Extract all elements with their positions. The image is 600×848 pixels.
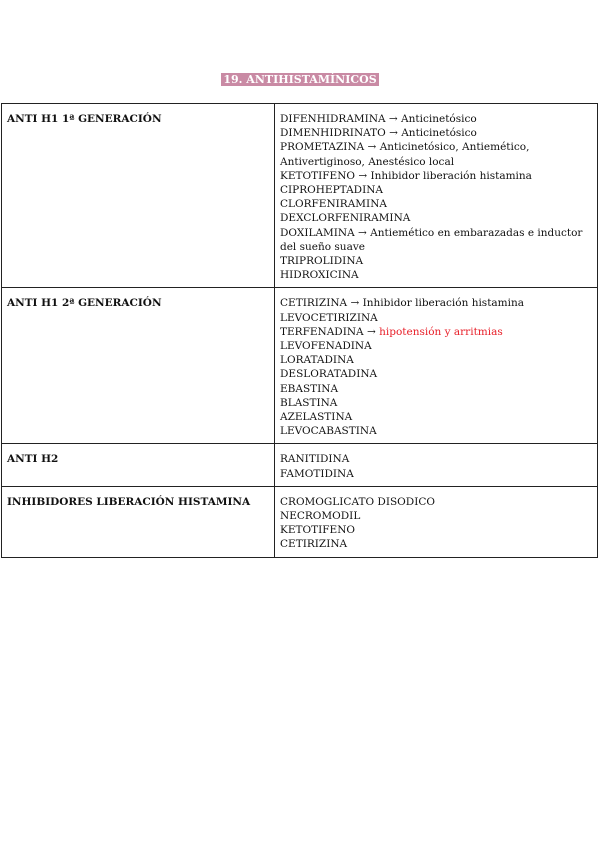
- drug-item: [280, 467, 592, 481]
- drug-item: [280, 112, 592, 126]
- drug-text: CETIRIZINA: [280, 538, 348, 551]
- category-cell: ANTI H2: [2, 444, 275, 486]
- drug-item: [280, 197, 592, 211]
- drug-item: [280, 367, 592, 381]
- drug-text: KETOTIFENO → Inhibidor liberación histamina: [280, 169, 532, 182]
- drug-text: CLORFENIRAMINA: [280, 198, 387, 211]
- drug-item: [280, 382, 592, 396]
- drug-list-cell: [275, 288, 598, 444]
- drug-item: [280, 410, 592, 424]
- drug-item: [280, 396, 592, 410]
- drug-list-cell: [275, 444, 598, 486]
- drug-item: [280, 296, 592, 310]
- drug-text: CIPROHEPTADINA: [280, 184, 383, 197]
- drug-text: DIMENHIDRINATO → Anticinetósico: [280, 127, 477, 140]
- page-title: [0, 73, 600, 87]
- drug-item: [280, 495, 592, 509]
- drug-text: DEXCLORFENIRAMINA: [280, 212, 411, 225]
- drug-text: BLASTINA: [280, 396, 338, 409]
- drug-item: [280, 537, 592, 551]
- drug-text: FAMOTIDINA: [280, 467, 354, 480]
- table-row: [2, 486, 598, 557]
- drug-text: DIFENHIDRAMINA → Anticinetósico: [280, 113, 477, 125]
- drug-text: KETOTIFENO: [280, 524, 356, 537]
- drug-item: [280, 339, 592, 353]
- drug-text: TRIPROLIDINA: [280, 255, 364, 268]
- drug-text: LEVOFENADINA: [280, 340, 372, 353]
- drug-list-cell: [275, 486, 598, 557]
- drug-text: TERFENADINA →: [280, 325, 380, 338]
- drug-item: [280, 311, 592, 325]
- drug-text: EBASTINA: [280, 382, 339, 395]
- drug-text: NECROMODIL: [280, 510, 361, 523]
- table-row: [2, 288, 598, 444]
- drug-text: PROMETAZINA → Anticinetósico, Antiemético, Antivertiginoso, Anestésico local: [280, 141, 530, 168]
- drug-item: [280, 126, 592, 140]
- warning-note: hipotensión y arritmias: [379, 325, 503, 338]
- drug-text: CROMOGLICATO DISODICO: [280, 495, 435, 508]
- drug-item: [280, 254, 592, 268]
- table-body: [2, 104, 598, 558]
- drug-item: [280, 452, 592, 466]
- drug-item: [280, 169, 592, 183]
- drug-item: [280, 509, 592, 523]
- drug-text: LEVOCETIRIZINA: [280, 311, 378, 324]
- drug-item: [280, 523, 592, 537]
- table-row: [2, 104, 598, 288]
- drug-item: [280, 353, 592, 367]
- category-cell: INHIBIDORES LIBERACIÓN HISTAMINA: [2, 486, 275, 557]
- drug-text: LEVOCABASTINA: [280, 425, 377, 438]
- drug-item: [280, 183, 592, 197]
- drug-text: LORATADINA: [280, 354, 354, 367]
- drug-text: HIDROXICINA: [280, 269, 359, 282]
- category-cell: ANTI H1 2ª GENERACIÓN: [2, 288, 275, 444]
- drug-text: RANITIDINA: [280, 453, 350, 466]
- antihistamine-table: [1, 103, 598, 558]
- drug-text: AZELASTINA: [280, 411, 353, 424]
- drug-item: [280, 424, 592, 438]
- drug-item: [280, 268, 592, 282]
- drug-item: [280, 140, 592, 168]
- category-cell: ANTI H1 1ª GENERACIÓN: [2, 104, 275, 288]
- page-title-text: 19. ANTIHISTAMÍNICOS: [223, 73, 377, 86]
- drug-list-cell: [275, 104, 598, 288]
- table-row: [2, 444, 598, 486]
- drug-text: DESLORATADINA: [280, 368, 378, 381]
- drug-text: DOXILAMINA → Antiemético en embarazadas e inductor del sueño suave: [280, 226, 583, 253]
- drug-item: [280, 211, 592, 225]
- drug-item: [280, 325, 592, 339]
- drug-item: [280, 226, 592, 254]
- drug-text: CETIRIZINA → Inhibidor liberación histamina: [280, 297, 525, 310]
